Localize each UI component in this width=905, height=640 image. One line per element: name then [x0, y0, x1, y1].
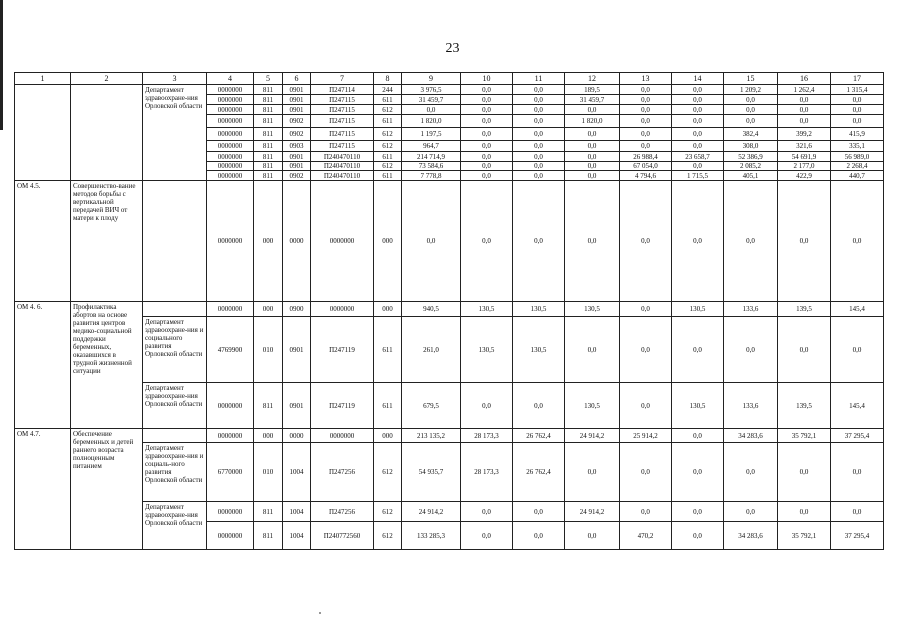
value-cell-col-5: 811: [254, 383, 283, 429]
value-cell-col-5: 811: [254, 115, 283, 128]
value-cell-col-4: 0000000: [207, 152, 254, 162]
value-cell-col-15: 34 283,6: [724, 429, 778, 443]
value-cell-col-13: 25 914,2: [620, 429, 672, 443]
value-cell-col-4: 0000000: [207, 115, 254, 128]
value-cell-col-14: 0,0: [672, 443, 724, 502]
value-cell-col-13: 0,0: [620, 181, 672, 302]
value-cell-col-17: 1 315,4: [831, 85, 884, 95]
value-cell-col-6: 0901: [283, 95, 311, 105]
value-cell-col-9: 940,5: [402, 302, 461, 317]
value-cell-col-11: 0,0: [513, 181, 565, 302]
value-cell-col-9: 1 197,5: [402, 128, 461, 141]
value-cell-col-16: 0,0: [778, 181, 831, 302]
column-header-3: 3: [143, 73, 207, 85]
table-row: [15, 383, 884, 429]
value-cell-col-4: 0000000: [207, 141, 254, 152]
value-cell-col-5: 000: [254, 429, 283, 443]
name-cell: [71, 85, 143, 181]
value-cell-col-7: П247115: [311, 128, 374, 141]
value-cell-col-9: 3 976,5: [402, 85, 461, 95]
column-header-4: 4: [207, 73, 254, 85]
column-header-16: 16: [778, 73, 831, 85]
value-cell-col-13: 0,0: [620, 443, 672, 502]
column-header-7: 7: [311, 73, 374, 85]
value-cell-col-8: 612: [374, 522, 402, 550]
value-cell-col-6: 0901: [283, 317, 311, 383]
value-cell-col-12: 0,0: [565, 105, 620, 115]
table-row: [15, 443, 884, 502]
value-cell-col-16: 139,5: [778, 383, 831, 429]
value-cell-col-13: 0,0: [620, 85, 672, 95]
value-cell-col-6: 0902: [283, 115, 311, 128]
value-cell-col-7: П247119: [311, 317, 374, 383]
column-header-5: 5: [254, 73, 283, 85]
value-cell-col-6: 0902: [283, 171, 311, 181]
scan-speck: [319, 612, 321, 614]
executor-cell: Департамент здравоохране-ния и социаль-ного развития Орловской области: [143, 443, 207, 502]
value-cell-col-9: 73 584,6: [402, 162, 461, 171]
value-cell-col-4: 0000000: [207, 502, 254, 522]
value-cell-col-11: 0,0: [513, 522, 565, 550]
code-cell: [15, 85, 71, 181]
table-row: [15, 502, 884, 522]
value-cell-col-15: 133,6: [724, 383, 778, 429]
value-cell-col-11: 0,0: [513, 105, 565, 115]
value-cell-col-11: 0,0: [513, 383, 565, 429]
value-cell-col-16: 35 792,1: [778, 522, 831, 550]
value-cell-col-10: 0,0: [461, 522, 513, 550]
value-cell-col-11: 0,0: [513, 141, 565, 152]
table-row: [15, 429, 884, 443]
value-cell-col-7: П247256: [311, 502, 374, 522]
value-cell-col-8: 000: [374, 181, 402, 302]
value-cell-col-17: 0,0: [831, 443, 884, 502]
value-cell-col-9: 679,5: [402, 383, 461, 429]
value-cell-col-5: 000: [254, 302, 283, 317]
value-cell-col-8: 000: [374, 302, 402, 317]
value-cell-col-7: П247115: [311, 95, 374, 105]
value-cell-col-17: 0,0: [831, 95, 884, 105]
value-cell-col-9: 261,0: [402, 317, 461, 383]
value-cell-col-10: 0,0: [461, 162, 513, 171]
value-cell-col-11: 0,0: [513, 171, 565, 181]
table-row: [15, 302, 884, 317]
value-cell-col-12: 0,0: [565, 181, 620, 302]
value-cell-col-14: 0,0: [672, 115, 724, 128]
value-cell-col-16: 399,2: [778, 128, 831, 141]
column-header-1: 1: [15, 73, 71, 85]
value-cell-col-5: 000: [254, 181, 283, 302]
value-cell-col-10: 28 173,3: [461, 429, 513, 443]
value-cell-col-8: 612: [374, 128, 402, 141]
value-cell-col-14: 0,0: [672, 105, 724, 115]
value-cell-col-14: 0,0: [672, 141, 724, 152]
column-header-11: 11: [513, 73, 565, 85]
value-cell-col-9: 24 914,2: [402, 502, 461, 522]
value-cell-col-16: 0,0: [778, 115, 831, 128]
column-header-14: 14: [672, 73, 724, 85]
value-cell-col-10: 130,5: [461, 317, 513, 383]
value-cell-col-7: П247256: [311, 443, 374, 502]
value-cell-col-11: 0,0: [513, 115, 565, 128]
value-cell-col-13: 0,0: [620, 115, 672, 128]
table-row: [15, 85, 884, 95]
value-cell-col-6: 0901: [283, 85, 311, 95]
value-cell-col-14: 23 658,7: [672, 152, 724, 162]
value-cell-col-17: 335,1: [831, 141, 884, 152]
value-cell-col-14: 0,0: [672, 162, 724, 171]
value-cell-col-14: 0,0: [672, 85, 724, 95]
value-cell-col-15: 133,6: [724, 302, 778, 317]
value-cell-col-8: 612: [374, 162, 402, 171]
value-cell-col-15: 0,0: [724, 317, 778, 383]
value-cell-col-9: 214 714,9: [402, 152, 461, 162]
value-cell-col-10: 28 173,3: [461, 443, 513, 502]
value-cell-col-12: 31 459,7: [565, 95, 620, 105]
value-cell-col-16: 139,5: [778, 302, 831, 317]
value-cell-col-15: 405,1: [724, 171, 778, 181]
value-cell-col-4: 0000000: [207, 181, 254, 302]
value-cell-col-15: 0,0: [724, 443, 778, 502]
page-number: 23: [445, 41, 460, 56]
value-cell-col-15: 1 209,2: [724, 85, 778, 95]
value-cell-col-4: 6770000: [207, 443, 254, 502]
value-cell-col-8: 611: [374, 171, 402, 181]
value-cell-col-16: 422,9: [778, 171, 831, 181]
value-cell-col-13: 26 988,4: [620, 152, 672, 162]
value-cell-col-15: 34 283,6: [724, 522, 778, 550]
value-cell-col-8: 612: [374, 105, 402, 115]
value-cell-col-16: 35 792,1: [778, 429, 831, 443]
value-cell-col-16: 1 262,4: [778, 85, 831, 95]
value-cell-col-9: 54 935,7: [402, 443, 461, 502]
value-cell-col-13: 0,0: [620, 128, 672, 141]
value-cell-col-10: 130,5: [461, 302, 513, 317]
value-cell-col-17: 145,4: [831, 302, 884, 317]
value-cell-col-12: 0,0: [565, 152, 620, 162]
value-cell-col-11: 26 762,4: [513, 429, 565, 443]
value-cell-col-13: 470,2: [620, 522, 672, 550]
value-cell-col-6: 0900: [283, 302, 311, 317]
value-cell-col-7: П247114: [311, 85, 374, 95]
value-cell-col-17: 0,0: [831, 115, 884, 128]
executor-cell: [143, 429, 207, 443]
value-cell-col-5: 811: [254, 141, 283, 152]
value-cell-col-16: 321,6: [778, 141, 831, 152]
column-header-6: 6: [283, 73, 311, 85]
value-cell-col-9: 0,0: [402, 105, 461, 115]
value-cell-col-16: 0,0: [778, 502, 831, 522]
value-cell-col-15: 0,0: [724, 181, 778, 302]
value-cell-col-5: 811: [254, 171, 283, 181]
value-cell-col-13: 67 054,0: [620, 162, 672, 171]
value-cell-col-17: 37 295,4: [831, 522, 884, 550]
value-cell-col-5: 010: [254, 317, 283, 383]
value-cell-col-7: П240470110: [311, 171, 374, 181]
value-cell-col-16: 0,0: [778, 95, 831, 105]
value-cell-col-10: 0,0: [461, 95, 513, 105]
value-cell-col-6: 0901: [283, 105, 311, 115]
value-cell-col-15: 52 386,9: [724, 152, 778, 162]
value-cell-col-12: 24 914,2: [565, 429, 620, 443]
value-cell-col-12: 0,0: [565, 128, 620, 141]
value-cell-col-5: 811: [254, 162, 283, 171]
value-cell-col-14: 0,0: [672, 522, 724, 550]
value-cell-col-5: 010: [254, 443, 283, 502]
value-cell-col-14: 130,5: [672, 383, 724, 429]
value-cell-col-12: 1 820,0: [565, 115, 620, 128]
value-cell-col-14: 0,0: [672, 95, 724, 105]
value-cell-col-13: 0,0: [620, 141, 672, 152]
value-cell-col-13: 0,0: [620, 383, 672, 429]
value-cell-col-15: 0,0: [724, 105, 778, 115]
value-cell-col-15: 382,4: [724, 128, 778, 141]
value-cell-col-8: 611: [374, 152, 402, 162]
value-cell-col-14: 0,0: [672, 128, 724, 141]
value-cell-col-5: 811: [254, 85, 283, 95]
value-cell-col-5: 811: [254, 522, 283, 550]
value-cell-col-5: 811: [254, 128, 283, 141]
value-cell-col-7: П247115: [311, 141, 374, 152]
value-cell-col-9: 964,7: [402, 141, 461, 152]
value-cell-col-16: 2 177,0: [778, 162, 831, 171]
value-cell-col-16: 0,0: [778, 443, 831, 502]
executor-cell: Департамент здравоохране-ния Орловской области: [143, 85, 207, 181]
value-cell-col-7: П240470110: [311, 162, 374, 171]
value-cell-col-8: 000: [374, 429, 402, 443]
value-cell-col-17: 0,0: [831, 105, 884, 115]
value-cell-col-11: 0,0: [513, 85, 565, 95]
value-cell-col-9: 31 459,7: [402, 95, 461, 105]
value-cell-col-14: 1 715,5: [672, 171, 724, 181]
value-cell-col-7: 0000000: [311, 302, 374, 317]
value-cell-col-11: 130,5: [513, 317, 565, 383]
value-cell-col-17: 0,0: [831, 317, 884, 383]
value-cell-col-7: П247115: [311, 105, 374, 115]
value-cell-col-14: 0,0: [672, 502, 724, 522]
value-cell-col-8: 611: [374, 317, 402, 383]
value-cell-col-6: 0902: [283, 128, 311, 141]
value-cell-col-7: 0000000: [311, 181, 374, 302]
value-cell-col-12: 0,0: [565, 141, 620, 152]
value-cell-col-10: 0,0: [461, 105, 513, 115]
value-cell-col-13: 0,0: [620, 105, 672, 115]
value-cell-col-15: 308,0: [724, 141, 778, 152]
value-cell-col-8: 612: [374, 443, 402, 502]
value-cell-col-10: 0,0: [461, 141, 513, 152]
value-cell-col-4: 0000000: [207, 85, 254, 95]
executor-cell: Департамент здравоохране-ния Орловской области: [143, 383, 207, 429]
value-cell-col-12: 130,5: [565, 383, 620, 429]
value-cell-col-10: 0,0: [461, 115, 513, 128]
value-cell-col-12: 0,0: [565, 162, 620, 171]
value-cell-col-17: 2 268,4: [831, 162, 884, 171]
value-cell-col-17: 0,0: [831, 502, 884, 522]
column-header-8: 8: [374, 73, 402, 85]
value-cell-col-8: 612: [374, 141, 402, 152]
executor-cell: Департамент здравоохране-ния Орловской области: [143, 502, 207, 550]
value-cell-col-8: 244: [374, 85, 402, 95]
value-cell-col-10: 0,0: [461, 502, 513, 522]
value-cell-col-10: 0,0: [461, 383, 513, 429]
value-cell-col-9: 133 285,3: [402, 522, 461, 550]
value-cell-col-12: 130,5: [565, 302, 620, 317]
measure-code: ОМ 4.5.: [15, 181, 71, 302]
value-cell-col-11: 26 762,4: [513, 443, 565, 502]
value-cell-col-4: 0000000: [207, 429, 254, 443]
value-cell-col-17: 440,7: [831, 171, 884, 181]
value-cell-col-7: П240470110: [311, 152, 374, 162]
column-header-15: 15: [724, 73, 778, 85]
value-cell-col-6: 0000: [283, 181, 311, 302]
column-header-12: 12: [565, 73, 620, 85]
value-cell-col-8: 611: [374, 115, 402, 128]
value-cell-col-12: 0,0: [565, 443, 620, 502]
value-cell-col-12: 0,0: [565, 522, 620, 550]
value-cell-col-5: 811: [254, 502, 283, 522]
scan-edge-bar: [0, 0, 3, 130]
budget-table: [14, 72, 884, 550]
measure-name: Обеспечение беременных и детей раннего возраста полноценным питанием: [71, 429, 143, 550]
value-cell-col-8: 611: [374, 95, 402, 105]
value-cell-col-12: 24 914,2: [565, 502, 620, 522]
table-row: [15, 181, 884, 302]
value-cell-col-11: 130,5: [513, 302, 565, 317]
value-cell-col-13: 0,0: [620, 302, 672, 317]
value-cell-col-8: 612: [374, 502, 402, 522]
header-row: [15, 73, 884, 85]
value-cell-col-15: 2 085,2: [724, 162, 778, 171]
value-cell-col-6: 0000: [283, 429, 311, 443]
value-cell-col-7: П247115: [311, 115, 374, 128]
value-cell-col-7: 0000000: [311, 429, 374, 443]
value-cell-col-17: 145,4: [831, 383, 884, 429]
value-cell-col-4: 0000000: [207, 302, 254, 317]
value-cell-col-9: 7 778,8: [402, 171, 461, 181]
value-cell-col-8: 611: [374, 383, 402, 429]
value-cell-col-13: 0,0: [620, 502, 672, 522]
value-cell-col-4: 0000000: [207, 105, 254, 115]
value-cell-col-15: 0,0: [724, 502, 778, 522]
value-cell-col-17: 0,0: [831, 181, 884, 302]
value-cell-col-10: 0,0: [461, 152, 513, 162]
value-cell-col-4: 0000000: [207, 171, 254, 181]
value-cell-col-9: 0,0: [402, 181, 461, 302]
value-cell-col-5: 811: [254, 152, 283, 162]
table-row: [15, 317, 884, 383]
value-cell-col-16: 0,0: [778, 105, 831, 115]
value-cell-col-4: 0000000: [207, 162, 254, 171]
value-cell-col-6: 0903: [283, 141, 311, 152]
column-header-13: 13: [620, 73, 672, 85]
value-cell-col-17: 56 989,0: [831, 152, 884, 162]
value-cell-col-17: 415,9: [831, 128, 884, 141]
executor-cell: [143, 302, 207, 317]
value-cell-col-6: 0901: [283, 162, 311, 171]
value-cell-col-9: 1 820,0: [402, 115, 461, 128]
value-cell-col-6: 1004: [283, 522, 311, 550]
executor-cell: Департамент здравоохране-ния и социального развития Орловской области: [143, 317, 207, 383]
value-cell-col-13: 0,0: [620, 95, 672, 105]
value-cell-col-15: 0,0: [724, 115, 778, 128]
column-header-10: 10: [461, 73, 513, 85]
value-cell-col-9: 213 135,2: [402, 429, 461, 443]
value-cell-col-10: 0,0: [461, 181, 513, 302]
column-header-9: 9: [402, 73, 461, 85]
value-cell-col-16: 0,0: [778, 317, 831, 383]
value-cell-col-14: 0,0: [672, 181, 724, 302]
value-cell-col-4: 0000000: [207, 522, 254, 550]
value-cell-col-12: 0,0: [565, 171, 620, 181]
value-cell-col-5: 811: [254, 105, 283, 115]
value-cell-col-10: 0,0: [461, 128, 513, 141]
value-cell-col-14: 0,0: [672, 317, 724, 383]
value-cell-col-15: 0,0: [724, 95, 778, 105]
value-cell-col-11: 0,0: [513, 128, 565, 141]
value-cell-col-13: 4 794,6: [620, 171, 672, 181]
measure-name: Совершенство-вание методов борьбы с вертикальной передачей ВИЧ от матери к плоду: [71, 181, 143, 302]
value-cell-col-10: 0,0: [461, 85, 513, 95]
value-cell-col-4: 0000000: [207, 95, 254, 105]
value-cell-col-16: 54 691,9: [778, 152, 831, 162]
value-cell-col-6: 1004: [283, 443, 311, 502]
measure-name: Профилактика абортов на основе развития центров медико-социальной поддержки беременных, оказавшихся в трудной жизненной ситуации: [71, 302, 143, 429]
value-cell-col-6: 0901: [283, 383, 311, 429]
value-cell-col-14: 130,5: [672, 302, 724, 317]
measure-code: ОМ 4.7.: [15, 429, 71, 550]
value-cell-col-4: 0000000: [207, 128, 254, 141]
value-cell-col-14: 0,0: [672, 429, 724, 443]
measure-code: ОМ 4. 6.: [15, 302, 71, 429]
executor-cell: [143, 181, 207, 302]
value-cell-col-4: 0000000: [207, 383, 254, 429]
value-cell-col-5: 811: [254, 95, 283, 105]
value-cell-col-12: 189,5: [565, 85, 620, 95]
value-cell-col-6: 0901: [283, 152, 311, 162]
value-cell-col-4: 4769900: [207, 317, 254, 383]
value-cell-col-6: 1004: [283, 502, 311, 522]
value-cell-col-11: 0,0: [513, 95, 565, 105]
value-cell-col-10: 0,0: [461, 171, 513, 181]
column-header-17: 17: [831, 73, 884, 85]
value-cell-col-11: 0,0: [513, 502, 565, 522]
value-cell-col-7: П247119: [311, 383, 374, 429]
value-cell-col-13: 0,0: [620, 317, 672, 383]
value-cell-col-12: 0,0: [565, 317, 620, 383]
column-header-2: 2: [71, 73, 143, 85]
value-cell-col-17: 37 295,4: [831, 429, 884, 443]
value-cell-col-11: 0,0: [513, 162, 565, 171]
value-cell-col-11: 0,0: [513, 152, 565, 162]
value-cell-col-7: П240772560: [311, 522, 374, 550]
